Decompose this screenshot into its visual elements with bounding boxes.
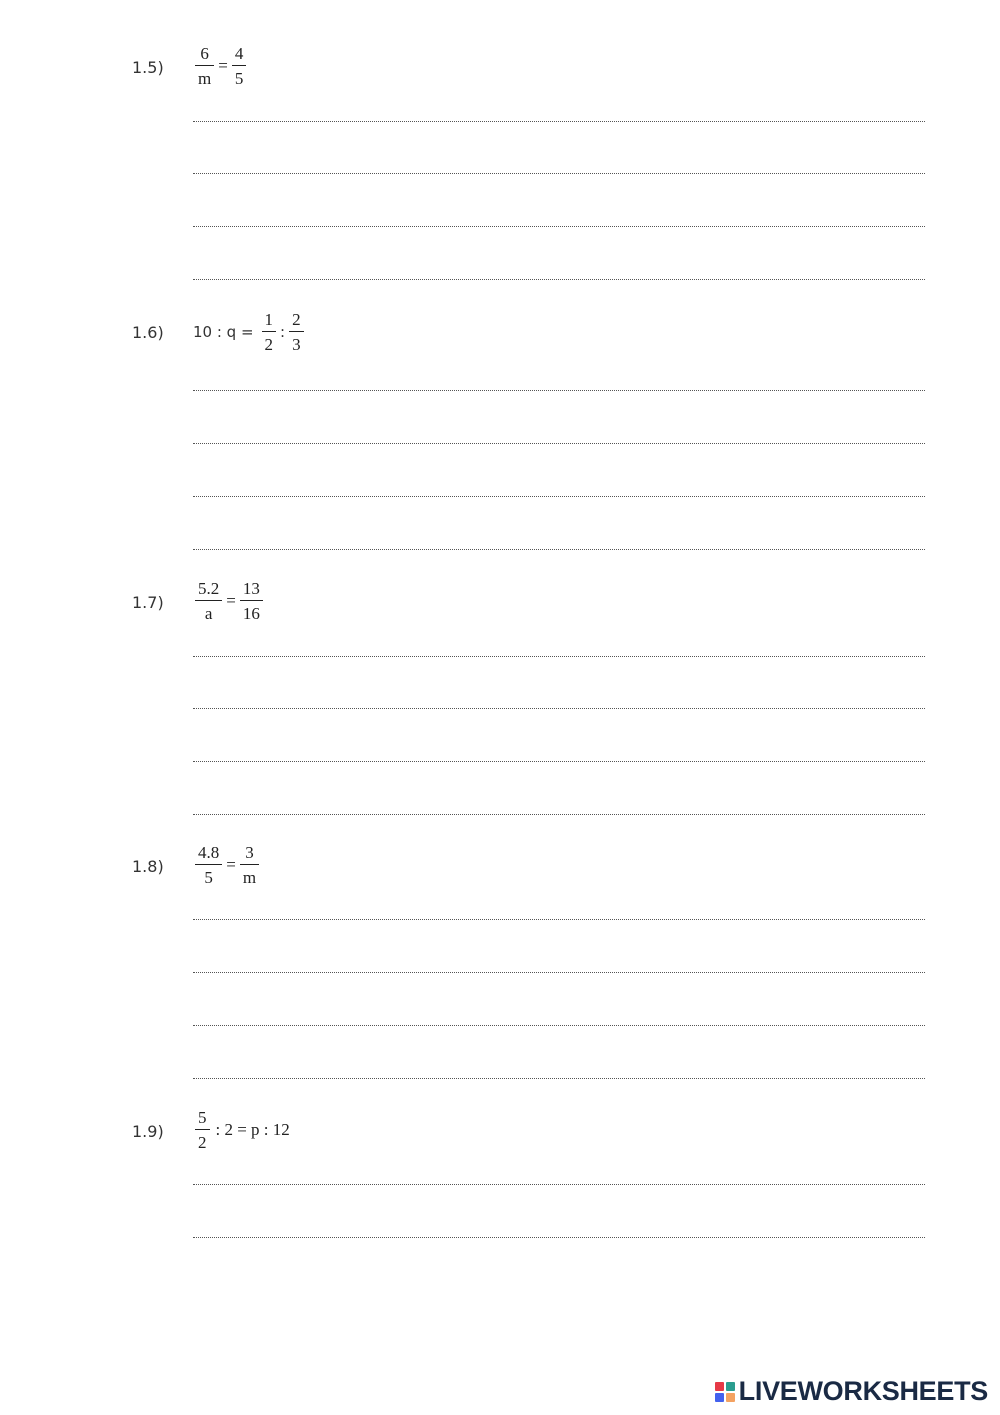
question-number: 1.5) — [132, 58, 164, 77]
answer-line[interactable] — [193, 1184, 925, 1185]
denominator: m — [195, 65, 214, 88]
denominator: 2 — [195, 1129, 210, 1152]
answer-line[interactable] — [193, 761, 925, 762]
logo-square — [715, 1393, 724, 1402]
numerator: 5 — [198, 1108, 207, 1127]
equation — [193, 310, 306, 354]
question-number: 1.6) — [132, 323, 164, 342]
brand-text: LIVEWORKSHEETS — [738, 1376, 988, 1406]
numerator: 1 — [264, 310, 274, 329]
answer-line[interactable] — [193, 1237, 925, 1238]
denominator: 16 — [240, 600, 263, 623]
answer-line[interactable] — [193, 814, 925, 815]
denominator: m — [240, 864, 259, 887]
numerator: 4.8 — [198, 843, 220, 862]
operator: = — [218, 56, 228, 75]
answer-line[interactable] — [193, 496, 925, 497]
fraction — [195, 579, 222, 623]
operator: = — [226, 855, 236, 874]
numerator: 13 — [242, 579, 260, 598]
question-number: 1.8) — [132, 857, 164, 876]
denominator: 5 — [232, 65, 247, 88]
fraction — [232, 44, 247, 88]
equation-suffix: : 2 = p : 12 — [215, 1120, 290, 1139]
equation — [193, 579, 265, 623]
answer-line[interactable] — [193, 708, 925, 709]
numerator: 3 — [245, 843, 254, 862]
fraction — [262, 310, 277, 354]
fraction — [195, 44, 214, 88]
answer-line[interactable] — [193, 1078, 925, 1079]
numerator: 5.2 — [198, 579, 220, 598]
fraction — [240, 579, 263, 623]
denominator: 2 — [262, 331, 277, 354]
equation — [193, 1108, 290, 1152]
fraction — [240, 843, 259, 887]
logo-square — [726, 1393, 735, 1402]
logo-square — [715, 1382, 724, 1391]
fraction — [195, 1108, 210, 1152]
numerator: 6 — [200, 44, 209, 63]
denominator: 5 — [195, 864, 222, 887]
logo-square — [726, 1382, 735, 1391]
answer-line[interactable] — [193, 226, 925, 227]
numerator: 4 — [234, 44, 244, 63]
answer-line[interactable] — [193, 173, 925, 174]
answer-line[interactable] — [193, 972, 925, 973]
ratio-separator: : — [280, 323, 286, 341]
answer-line[interactable] — [193, 656, 925, 657]
fraction — [195, 843, 222, 887]
numerator: 2 — [292, 310, 301, 329]
fraction — [289, 310, 304, 354]
answer-line[interactable] — [193, 390, 925, 391]
equation-prefix: 10 : q = — [193, 323, 254, 341]
logo-mark-icon — [715, 1382, 735, 1402]
denominator: a — [195, 600, 222, 623]
equation — [193, 843, 261, 887]
question-number: 1.7) — [132, 593, 164, 612]
answer-line[interactable] — [193, 549, 925, 550]
denominator: 3 — [289, 331, 304, 354]
equation — [193, 44, 248, 88]
answer-line[interactable] — [193, 121, 925, 122]
question-number: 1.9) — [132, 1122, 164, 1141]
answer-line[interactable] — [193, 1025, 925, 1026]
liveworksheets-logo — [715, 1376, 988, 1407]
answer-line[interactable] — [193, 443, 925, 444]
operator: = — [226, 591, 236, 610]
answer-line[interactable] — [193, 279, 925, 280]
answer-line[interactable] — [193, 919, 925, 920]
